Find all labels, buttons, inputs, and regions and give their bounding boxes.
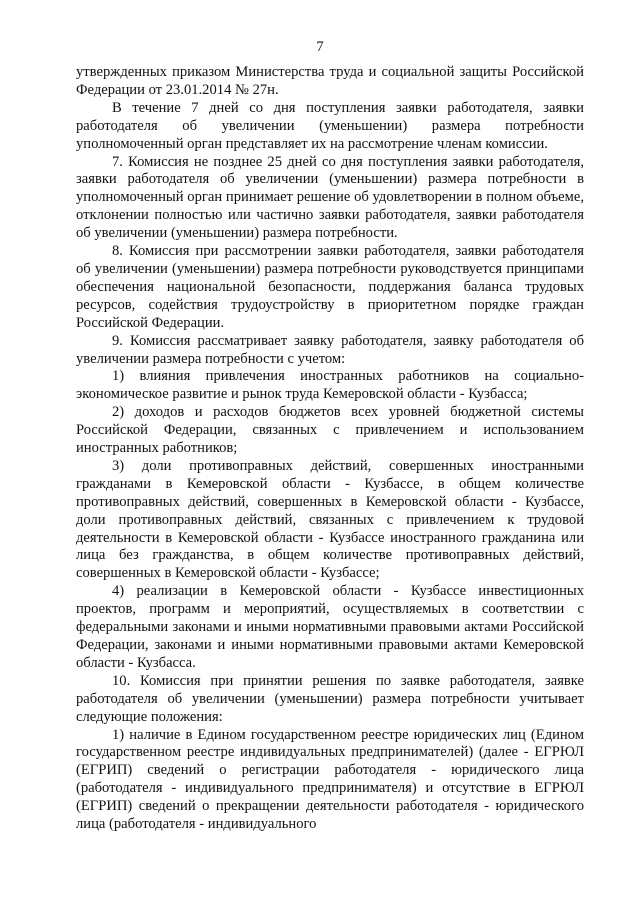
paragraph-item-7: 7. Комиссия не позднее 25 дней со дня поступления заявки работодателя, заявки работодателя об увеличении (уменьшении) размера потребности в уполномоченный орган принимает решение об удовлетворении в полном объеме, отклонении полностью или частично заявки работодателя, заявки работодателя об увеличении (уменьшении) размера потребности. [76,153,584,242]
paragraph-item-9: 9. Комиссия рассматривает заявку работодателя, заявку работодателя об увеличении размера потребности с учетом: [76,332,584,367]
document-body [76,64,584,834]
paragraph-item-9-1: 1) влияния привлечения иностранных работников на социально-экономическое развитие и рынок труда Кемеровской области - Кузбасса; [76,368,584,403]
paragraph-submission-deadline: В течение 7 дней со дня поступления заявки работодателя, заявки работодателя об увеличении (уменьшении) размера потребности уполномоченный орган представляет их на рассмотрение членам комиссии. [76,99,584,152]
paragraph-item-9-2: 2) доходов и расходов бюджетов всех уровней бюджетной системы Российской Федерации, связанных с привлечением и использованием иностранных работников; [76,404,584,457]
paragraph-item-9-3: 3) доли противоправных действий, совершенных иностранными гражданами в Кемеровской области - Кузбассе, в общем количестве противоправных действий, совершенных в Кемеровской области - Кузбассе, доли противоправных действий, связанных с привлечением к трудовой деятельности в Кемеровской области - Кузбассе иностранного гражданина или лица без гражданства, в общем количестве противоправных действий, совершенных в Кемеровской области - Кузбассе; [76,457,584,582]
page-number: 7 [316,39,324,55]
paragraph-item-10: 10. Комиссия при принятии решения по заявке работодателя, заявке работодателя об увеличении (уменьшении) размера потребности учитывает следующие положения: [76,672,584,725]
paragraph-item-8: 8. Комиссия при рассмотрении заявки работодателя, заявки работодателя об увеличении (уменьшении) размера потребности руководствуется принципами обеспечения национальной безопасности, поддержания баланса трудовых ресурсов, содействия трудоустройству в приоритетном порядке граждан Российской Федерации. [76,243,584,331]
paragraph-item-9-4: 4) реализации в Кемеровской области - Кузбассе инвестиционных проектов, программ и мероприятий, осуществляемых в соответствии с федеральными законами и иными нормативными правовыми актами Российской Федерации, законами и иными нормативными правовыми актами Кемеровской области - Кузбасса. [76,583,584,671]
paragraph-continuation: утвержденных приказом Министерства труда и социальной защиты Российской Федерации от 23.01.2014 № 27н. [76,64,584,98]
paragraph-item-10-1: 1) наличие в Едином государственном реестре юридических лиц (Едином государственном реестре индивидуальных предпринимателей) (далее - ЕГРЮЛ (ЕГРИП) сведений о регистрации работодателя - юридического лица (работодателя - индивидуального предпринимателя) и отсутствие в ЕГРЮЛ (ЕГРИП) сведений о прекращении деятельности работодателя - юридического лица (работодателя - индивидуального [76,726,584,833]
